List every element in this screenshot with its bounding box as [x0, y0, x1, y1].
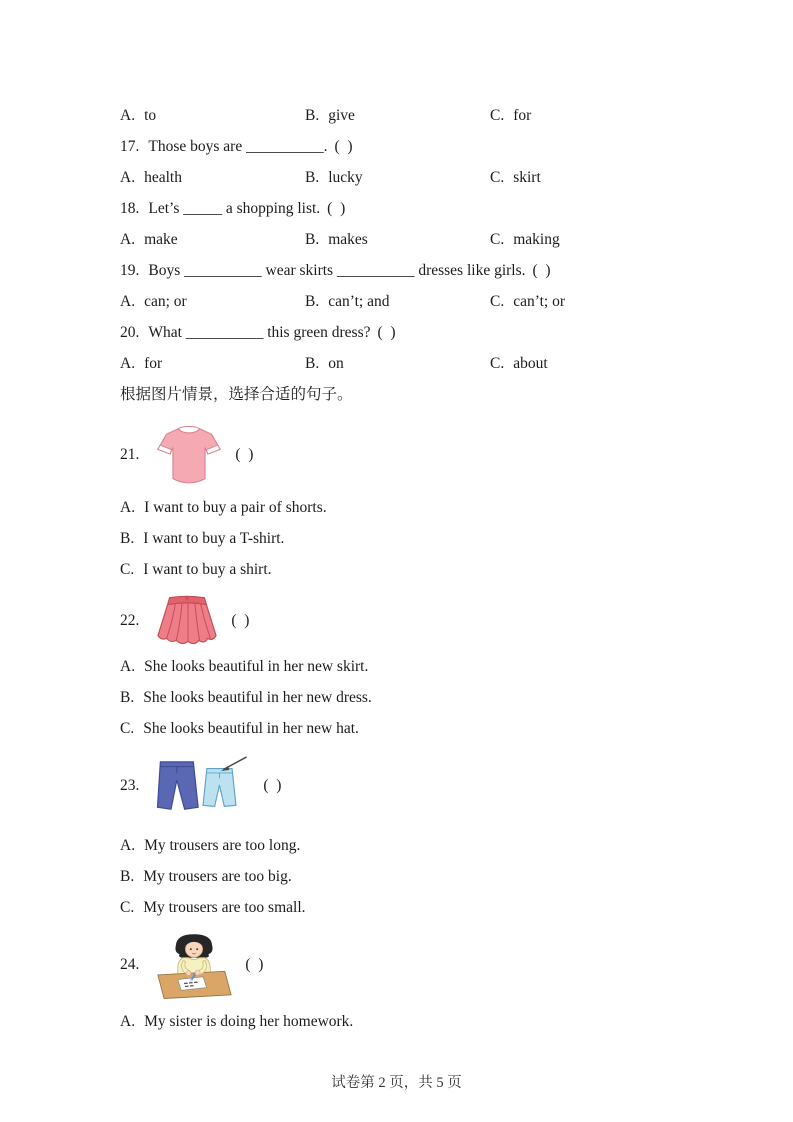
answer-bracket: ( )	[377, 324, 396, 341]
red-skirt-image	[156, 593, 218, 649]
option-text: to	[144, 107, 157, 124]
question-text: What __________ this green dress?	[148, 324, 371, 341]
option-text: My trousers are too long.	[144, 837, 301, 854]
q23-option-c	[120, 892, 680, 923]
option-text: can’t; or	[513, 293, 566, 310]
q22-option-c	[120, 713, 680, 744]
option-letter: B.	[305, 293, 320, 310]
question-text: Let’s _____ a shopping list.	[148, 200, 321, 217]
answer-bracket: ( )	[334, 138, 353, 155]
question-20	[120, 317, 680, 348]
option-letter: A.	[120, 837, 136, 854]
option-text: My trousers are too big.	[143, 868, 292, 885]
option-text: She looks beautiful in her new dress.	[143, 689, 372, 706]
q21-option-a	[120, 492, 680, 523]
option-a	[120, 286, 305, 317]
answer-bracket: ( )	[263, 777, 282, 794]
option-letter: A.	[120, 658, 136, 675]
tshirt-body	[158, 429, 220, 483]
question-number: 19.	[120, 262, 140, 279]
option-text: health	[144, 169, 182, 186]
option-letter: B.	[305, 169, 320, 186]
option-text: about	[513, 355, 548, 372]
option-c	[490, 348, 680, 379]
q22-option-b	[120, 682, 680, 713]
question-number: 17.	[120, 138, 140, 155]
option-text: I want to buy a pair of shorts.	[144, 499, 327, 516]
girl-homework-image	[156, 929, 232, 1001]
option-text: My trousers are too small.	[143, 899, 306, 916]
question-number: 20.	[120, 324, 140, 341]
option-a	[120, 162, 305, 193]
option-c	[490, 286, 680, 317]
option-text: makes	[328, 231, 368, 248]
options-row-q16	[120, 100, 680, 131]
option-text: I want to buy a T-shirt.	[143, 530, 285, 547]
q23-option-a	[120, 830, 680, 861]
option-a	[120, 100, 305, 131]
girl-eye	[190, 948, 192, 950]
option-text: on	[328, 355, 344, 372]
page-content	[120, 100, 680, 1037]
option-letter: C.	[490, 231, 505, 248]
pink-tshirt-image	[156, 424, 222, 486]
option-letter: C.	[120, 720, 135, 737]
answer-bracket: ( )	[327, 200, 346, 217]
option-text: can; or	[144, 293, 187, 310]
girl-hand	[187, 971, 192, 976]
page-footer: 试卷第 2 页，共 5 页	[331, 1075, 462, 1091]
answer-bracket: ( )	[235, 446, 254, 463]
option-a	[120, 348, 305, 379]
option-letter: B.	[120, 868, 135, 885]
option-letter: B.	[120, 530, 135, 547]
option-text: for	[144, 355, 163, 372]
question-17	[120, 131, 680, 162]
question-text: Boys __________ wear skirts __________ dresses like girls.	[148, 262, 526, 279]
question-number: 22.	[120, 612, 140, 629]
option-c	[490, 100, 680, 131]
option-text: lucky	[328, 169, 363, 186]
question-24	[120, 929, 680, 1001]
question-21	[120, 418, 680, 492]
question-23	[120, 754, 680, 818]
section-instruction: 根据图片情景，选择合适的句子。	[120, 386, 353, 403]
option-letter: C.	[120, 899, 135, 916]
option-text: making	[513, 231, 560, 248]
option-b	[305, 286, 490, 317]
option-letter: A.	[120, 231, 136, 248]
option-text: She looks beautiful in her new skirt.	[144, 658, 369, 675]
option-letter: B.	[305, 107, 320, 124]
option-letter: C.	[120, 561, 135, 578]
q21-option-b	[120, 523, 680, 554]
trousers-dark	[158, 762, 199, 809]
option-letter: B.	[305, 355, 320, 372]
question-text: Those boys are __________.	[148, 138, 328, 155]
girl-hand	[195, 970, 200, 975]
tshirt-collar	[179, 426, 200, 432]
option-c	[490, 224, 680, 255]
answer-bracket: ( )	[231, 612, 250, 629]
option-letter: C.	[490, 107, 505, 124]
option-text: for	[513, 107, 532, 124]
q24-option-a	[120, 1006, 680, 1037]
q21-option-c	[120, 554, 680, 585]
option-text: skirt	[513, 169, 541, 186]
option-letter: A.	[120, 499, 136, 516]
option-letter: C.	[490, 355, 505, 372]
option-b	[305, 348, 490, 379]
answer-bracket: ( )	[245, 956, 264, 973]
q23-option-b	[120, 861, 680, 892]
trousers-image	[156, 755, 250, 817]
answer-bracket: ( )	[532, 262, 551, 279]
question-number: 23.	[120, 777, 140, 794]
option-letter: A.	[120, 1013, 136, 1030]
option-b	[305, 224, 490, 255]
question-22	[120, 591, 680, 651]
question-number: 21.	[120, 446, 140, 463]
option-text: make	[144, 231, 178, 248]
option-letter: C.	[490, 293, 505, 310]
option-letter: A.	[120, 355, 136, 372]
option-letter: A.	[120, 169, 136, 186]
question-18	[120, 193, 680, 224]
q22-option-a	[120, 651, 680, 682]
question-19	[120, 255, 680, 286]
options-row-q20	[120, 348, 680, 379]
option-b	[305, 162, 490, 193]
question-number: 24.	[120, 956, 140, 973]
option-text: give	[328, 107, 355, 124]
options-row-q19	[120, 286, 680, 317]
option-text: can’t; and	[328, 293, 390, 310]
option-text: I want to buy a shirt.	[143, 561, 272, 578]
option-text: She looks beautiful in her new hat.	[143, 720, 359, 737]
option-text: My sister is doing her homework.	[144, 1013, 354, 1030]
option-letter: B.	[120, 689, 135, 706]
girl-eye	[197, 948, 199, 950]
option-letter: A.	[120, 293, 136, 310]
option-b	[305, 100, 490, 131]
question-number: 18.	[120, 200, 140, 217]
options-row-q18	[120, 224, 680, 255]
option-letter: C.	[490, 169, 505, 186]
option-letter: A.	[120, 107, 136, 124]
option-a	[120, 224, 305, 255]
option-letter: B.	[305, 231, 320, 248]
options-row-q17	[120, 162, 680, 193]
option-c	[490, 162, 680, 193]
